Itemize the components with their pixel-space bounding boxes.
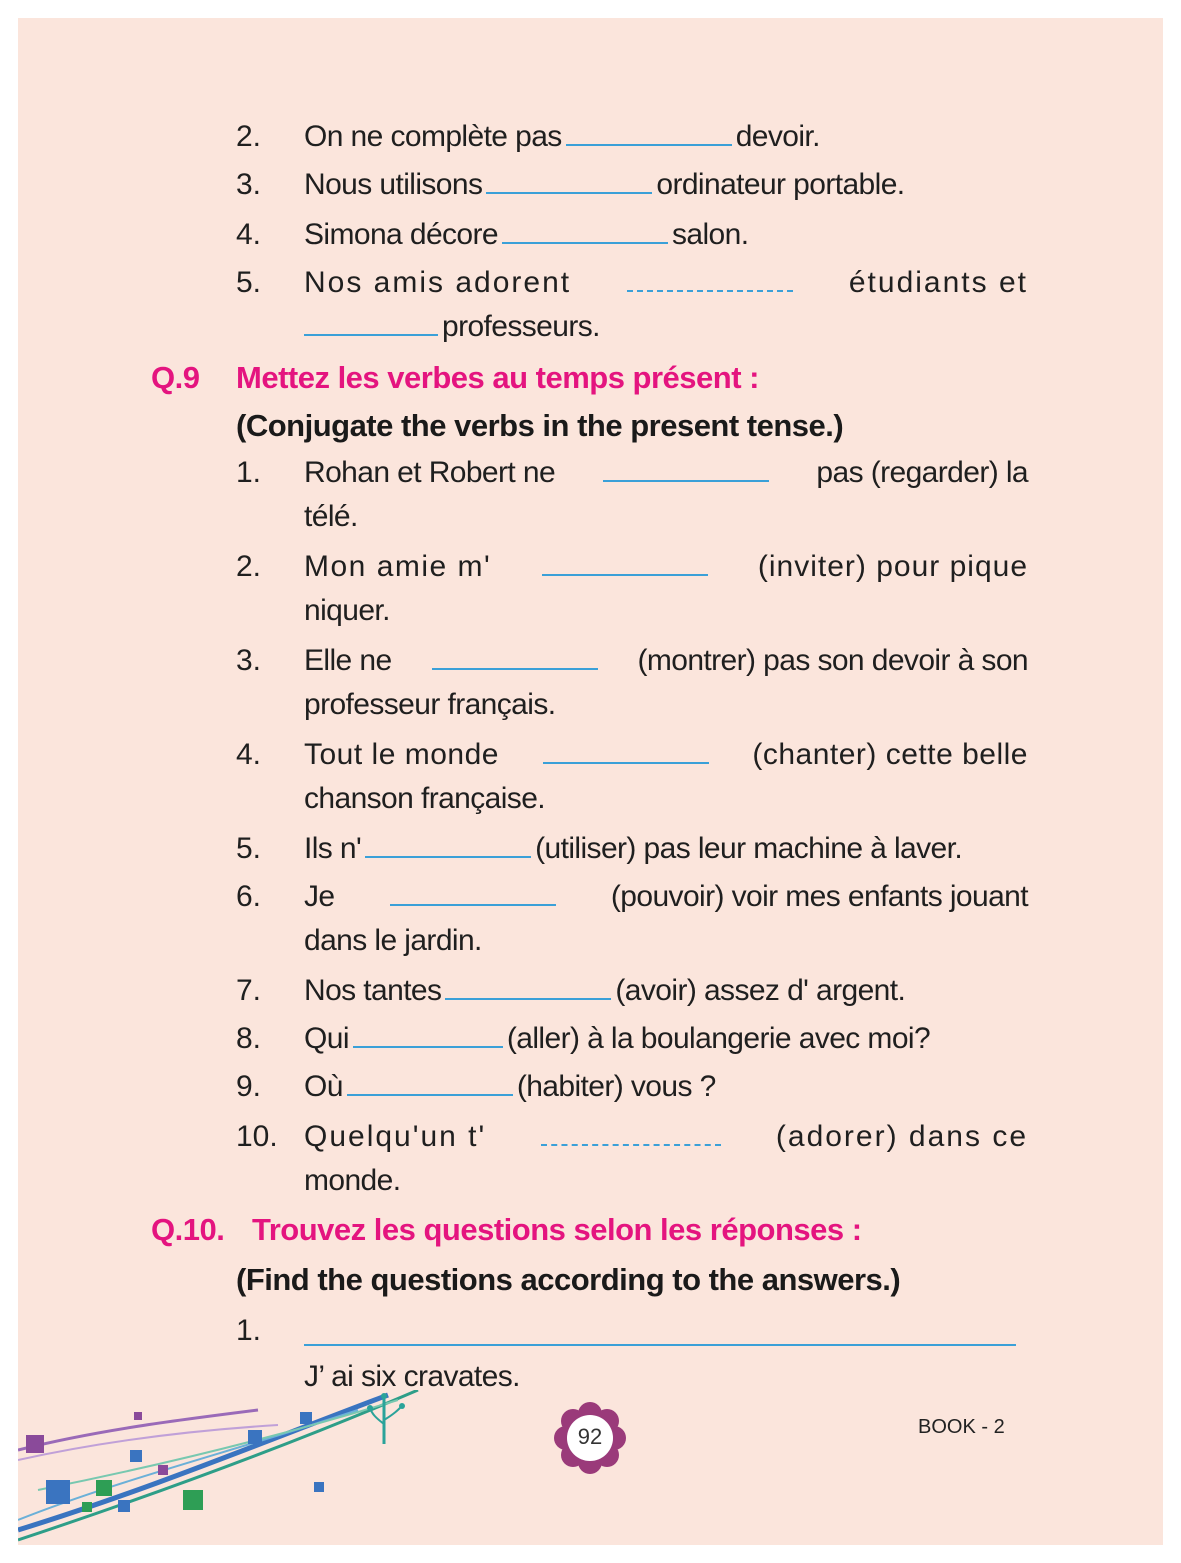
decor-square xyxy=(134,1412,142,1420)
sentence-end: pas (regarder) la xyxy=(816,456,1028,489)
question-subtitle: (Conjugate the verbs in the present tense.) xyxy=(236,408,844,443)
question-subtitle: (Find the questions according to the answers.) xyxy=(236,1262,901,1297)
sentence-start: Ils n' xyxy=(304,832,362,865)
sentence-end: (habiter) vous ? xyxy=(516,1070,716,1103)
exercise-line xyxy=(304,456,1028,490)
page xyxy=(18,18,1163,1545)
sentence-end: (inviter) pour pique xyxy=(757,550,1028,583)
answer-blank[interactable] xyxy=(304,310,438,336)
exercise-line xyxy=(304,880,1028,914)
question-title: Mettez les verbes au temps présent : xyxy=(236,360,759,395)
answer-blank[interactable] xyxy=(543,738,709,764)
exercise-line-continued xyxy=(304,310,600,344)
answer-blank[interactable] xyxy=(445,974,611,1000)
sentence-end: (aller) à la boulangerie avec moi? xyxy=(506,1022,931,1055)
sentence-start: Où xyxy=(304,1070,343,1103)
exercise-line xyxy=(304,832,962,866)
sentence-end: (pouvoir) voir mes enfants jouant xyxy=(610,880,1028,913)
item-number: 4. xyxy=(236,738,262,771)
answer-blank[interactable] xyxy=(353,1022,503,1048)
exercise-line xyxy=(304,120,820,154)
question-label: Q.9 xyxy=(151,360,200,395)
book-label: BOOK - 2 xyxy=(918,1416,1005,1438)
sentence-end: étudiants et xyxy=(848,266,1028,299)
sentence-continuation: dans le jardin. xyxy=(304,924,482,957)
answer-line[interactable] xyxy=(304,1344,1016,1346)
page-number: 92 xyxy=(577,1424,603,1449)
item-number: 8. xyxy=(236,1022,262,1055)
sentence-continuation: professeur français. xyxy=(304,688,556,721)
exercise-line xyxy=(304,168,905,202)
item-number: 1. xyxy=(236,1314,262,1347)
exercise-line xyxy=(304,974,905,1008)
exercise-line xyxy=(304,1120,1028,1154)
sentence-end: (montrer) pas son devoir à son xyxy=(637,644,1028,677)
answer-blank[interactable] xyxy=(390,880,556,906)
item-number: 9. xyxy=(236,1070,262,1103)
sentence-start: Nous utilisons xyxy=(304,168,483,201)
exercise-line xyxy=(304,218,748,252)
answer-blank[interactable] xyxy=(566,120,732,146)
item-number: 6. xyxy=(236,880,262,913)
item-number: 1. xyxy=(236,456,262,489)
exercise-line xyxy=(304,550,1028,584)
sentence-start: Mon amie m' xyxy=(304,550,492,583)
sentence-continuation: chanson française. xyxy=(304,782,546,815)
answer-blank[interactable] xyxy=(603,456,769,482)
decor-square xyxy=(46,1480,70,1504)
question-label: Q.10. xyxy=(151,1212,225,1247)
answer-blank[interactable] xyxy=(541,1120,721,1146)
sentence-start: Qui xyxy=(304,1022,349,1055)
answer-blank[interactable] xyxy=(432,644,598,670)
decor-square xyxy=(248,1430,262,1444)
decor-square xyxy=(183,1490,203,1510)
sentence-start: Simona décore xyxy=(304,218,498,251)
sentence-start: Quelqu'un t' xyxy=(304,1120,487,1153)
sentence-start: Nos amis adorent xyxy=(304,266,572,299)
sentence-end: ordinateur portable. xyxy=(656,168,905,201)
sentence-continuation: monde. xyxy=(304,1164,401,1197)
sentence-start: Nos tantes xyxy=(304,974,442,1007)
sentence-end: (adorer) dans ce xyxy=(775,1120,1028,1153)
item-number: 10. xyxy=(236,1120,278,1153)
decor-square xyxy=(82,1502,92,1512)
item-number: 5. xyxy=(236,266,262,299)
answer-blank[interactable] xyxy=(486,168,652,194)
answer-blank[interactable] xyxy=(365,832,531,858)
answer-blank[interactable] xyxy=(627,266,793,292)
item-number: 5. xyxy=(236,832,262,865)
question-title: Trouvez les questions selon les réponses : xyxy=(252,1212,862,1247)
sprout-icon xyxy=(366,1386,416,1446)
exercise-line xyxy=(304,1070,716,1104)
item-number: 3. xyxy=(236,168,262,201)
decor-square xyxy=(130,1450,142,1462)
answer-blank[interactable] xyxy=(542,550,708,576)
decor-square xyxy=(96,1480,112,1496)
decor-square xyxy=(300,1412,312,1424)
sentence-start: Tout le monde xyxy=(304,738,499,771)
item-number: 4. xyxy=(236,218,262,251)
sentence-continuation: professeurs. xyxy=(442,310,600,343)
sentence-end: (utiliser) pas leur machine à laver. xyxy=(535,832,963,865)
decor-square xyxy=(314,1482,324,1492)
exercise-line xyxy=(304,644,1028,678)
sentence-end: (avoir) assez d' argent. xyxy=(615,974,906,1007)
sentence-end: (chanter) cette belle xyxy=(752,738,1028,771)
exercise-line xyxy=(304,1022,930,1056)
item-number: 2. xyxy=(236,550,262,583)
item-number: 3. xyxy=(236,644,262,677)
decor-square xyxy=(158,1465,168,1475)
exercise-line xyxy=(304,266,1028,300)
decor-square xyxy=(26,1435,44,1453)
sentence-end: salon. xyxy=(671,218,749,251)
item-number: 2. xyxy=(236,120,262,153)
sentence-start: On ne complète pas xyxy=(304,120,562,153)
sentence-continuation: télé. xyxy=(304,500,358,533)
item-number: 7. xyxy=(236,974,262,1007)
sentence-end: devoir. xyxy=(735,120,820,153)
answer-blank[interactable] xyxy=(502,218,668,244)
answer-blank[interactable] xyxy=(347,1070,513,1096)
decor-square xyxy=(118,1500,130,1512)
sentence-start: Je xyxy=(304,880,335,913)
given-answer: J’ ai six cravates. xyxy=(304,1360,520,1393)
sentence-start: Rohan et Robert ne xyxy=(304,456,556,489)
sentence-start: Elle ne xyxy=(304,644,392,677)
exercise-line xyxy=(304,738,1028,772)
sentence-continuation: niquer. xyxy=(304,594,390,627)
